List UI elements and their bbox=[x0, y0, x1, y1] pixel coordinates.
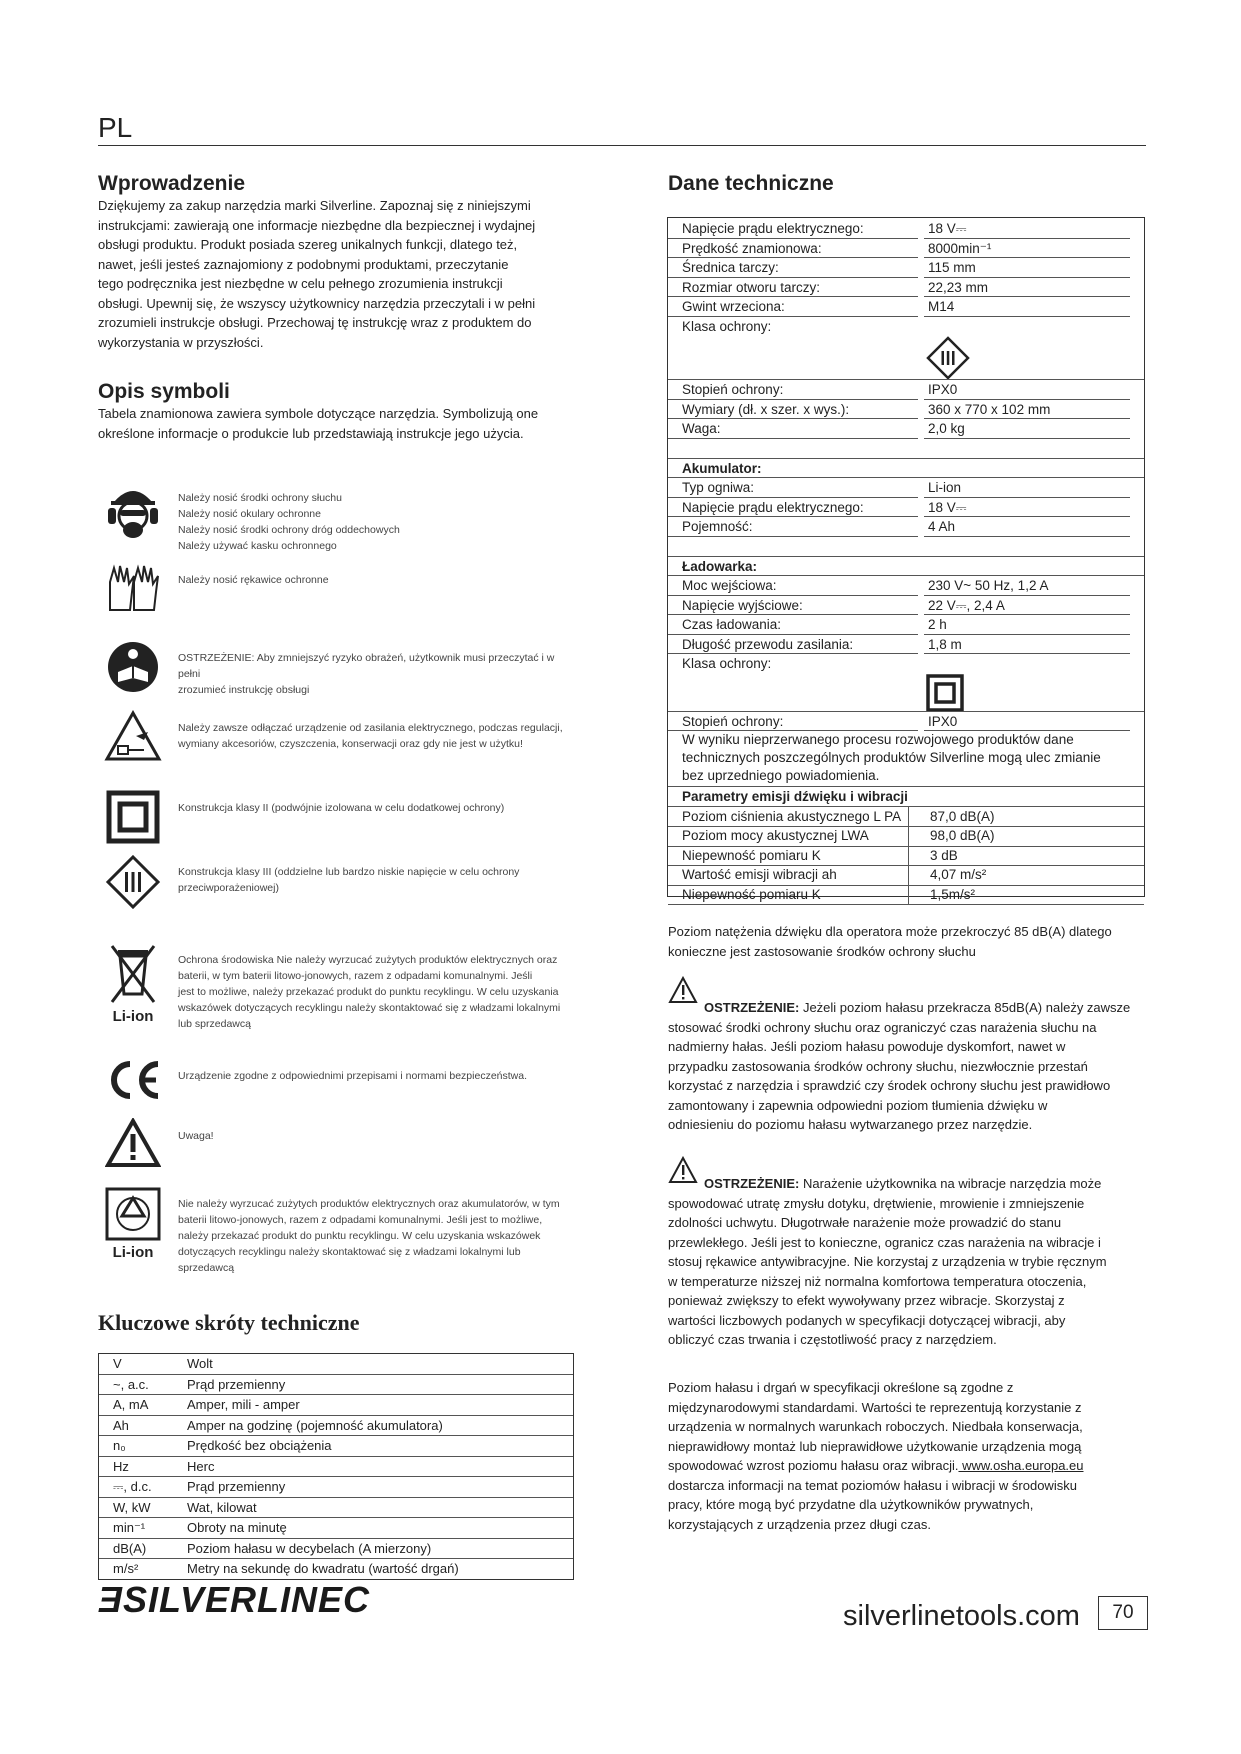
spec-label: Wartość emisji wibracji ah bbox=[682, 867, 837, 882]
symbol-row bbox=[104, 942, 578, 1032]
symbol-description: Konstrukcja klasy II (podwójnie izolowana w celu dodatkowej ochrony) bbox=[178, 802, 505, 814]
symbol-row bbox=[104, 640, 578, 698]
abbrev-value: Wolt bbox=[187, 1356, 213, 1372]
warning-line: w temperaturze niższej niż normalna komfortowa temperatura otoczenia, bbox=[668, 1273, 1087, 1289]
warning-label: OSTRZEŻENIE: bbox=[704, 1000, 800, 1015]
spec-row bbox=[668, 239, 1144, 259]
battery-recycle-icon bbox=[104, 1186, 162, 1261]
intro-line: Dziękujemy za zakup narzędzia marki Silverline. Zapoznaj się z niniejszymi bbox=[98, 198, 531, 213]
intro-text bbox=[98, 196, 578, 352]
warning-line: stosować środki ochrony słuchu oraz ograniczyć czas narażenia słuchu na bbox=[668, 1019, 1097, 1035]
spec-row bbox=[668, 596, 1144, 616]
class-iii-icon bbox=[104, 854, 162, 910]
abbrev-key: Hz bbox=[113, 1458, 129, 1474]
spec-row bbox=[668, 297, 1144, 317]
spec-value: 115 mm bbox=[928, 260, 976, 275]
spec-row bbox=[668, 635, 1144, 655]
symbol-row bbox=[104, 1118, 578, 1168]
spec-label: Gwint wrzeciona: bbox=[682, 299, 785, 314]
abbrev-key: min⁻¹ bbox=[113, 1519, 146, 1535]
warning-line: przewlekłego. Jeśli jest to konieczne, ogranicz czas narażenia na wibracje i bbox=[668, 1234, 1101, 1250]
abbrev-key: V bbox=[113, 1356, 122, 1372]
spec-label: Poziom mocy akustycznej LWA bbox=[682, 828, 869, 843]
abbrev-row bbox=[99, 1395, 573, 1416]
spec-label: Niepewność pomiaru K bbox=[682, 886, 821, 902]
spec-label: Typ ogniwa: bbox=[682, 480, 755, 495]
abbrev-row bbox=[99, 1457, 573, 1478]
spec-label: Czas ładowania: bbox=[682, 617, 782, 632]
symbol-description: OSTRZEŻENIE: Aby zmniejszyć ryzyko obrażeń, użytkownik musi przeczytać i w pełni zrozumieć instrukcję obsługi bbox=[178, 652, 555, 696]
standards-line: Poziom hałasu i drgań w specyfikacji określone są zgodne z bbox=[668, 1380, 1014, 1395]
spec-label: Wymiary (dł. x szer. x wys.): bbox=[682, 401, 850, 417]
spec-label: Napięcie prądu elektrycznego: bbox=[682, 499, 864, 515]
spec-value: 2 h bbox=[928, 617, 947, 632]
spec-label: Stopień ochrony: bbox=[682, 713, 784, 729]
warning-vibration bbox=[668, 1174, 1148, 1350]
spec-value: IPX0 bbox=[928, 382, 958, 397]
class-ii-icon bbox=[104, 790, 162, 844]
spec-label: Napięcie prądu elektrycznego: bbox=[682, 221, 864, 236]
ce-mark-icon bbox=[104, 1058, 162, 1102]
symbol-row bbox=[104, 710, 578, 762]
symbol-row bbox=[104, 790, 578, 844]
abbrev-key: A, mA bbox=[113, 1397, 149, 1413]
spec-row bbox=[668, 258, 1144, 278]
abbrev-value: Prąd przemienny bbox=[187, 1479, 286, 1495]
class-iii-icon bbox=[926, 336, 970, 385]
spec-row bbox=[668, 317, 1144, 337]
symbol-description: Konstrukcja klasy III (oddzielne lub bardzo niskie napięcie w celu ochrony przeciwporażeniowej) bbox=[178, 866, 520, 894]
spec-label: Rozmiar otworu tarczy: bbox=[682, 279, 821, 295]
noise-line: Poziom natężenia dźwięku dla operatora może przekroczyć 85 dB(A) dlatego bbox=[668, 924, 1112, 939]
abbrev-value: Herc bbox=[187, 1458, 215, 1474]
spec-value: 18 V⎓ bbox=[928, 499, 967, 515]
spec-value: 4,07 m/s² bbox=[930, 867, 987, 882]
warning-line: ponieważ zwiększy to efekt wywoływany przez wibracje. Skorzystaj z bbox=[668, 1293, 1065, 1308]
emission-row bbox=[668, 846, 1144, 867]
abbrev-value: Prędkość bez obciążenia bbox=[187, 1438, 332, 1454]
abbrev-key: Ah bbox=[113, 1417, 129, 1433]
warning-icon bbox=[104, 1118, 162, 1168]
warning-line: zdolności uchwytu. Długotrwałe narażenie może prowadzić do stanu bbox=[668, 1215, 1062, 1230]
standards-text bbox=[668, 1378, 1148, 1534]
gloves-icon bbox=[104, 562, 162, 612]
spec-value: Li-ion bbox=[928, 480, 962, 495]
warning-line: korzystać z narzędzia i sprawdzić czy środek ochrony słuchu jest prawidłowo bbox=[668, 1078, 1111, 1093]
standards-line: nieprawidłowy montaż lub nieprawidłowe użytkowanie urządzenia mogą bbox=[668, 1438, 1082, 1454]
spec-row bbox=[668, 498, 1144, 518]
spec-label: Moc wejściowa: bbox=[682, 578, 777, 593]
section-heading bbox=[668, 557, 1144, 577]
warning-line: odniesieniu do poziomu hałasu wytwarzanego przez narzędzie. bbox=[668, 1117, 1033, 1132]
abbrev-row bbox=[99, 1477, 573, 1498]
warning-noise bbox=[668, 998, 1148, 1135]
li-ion-label: Li-ion bbox=[112, 1008, 154, 1025]
symbol-description: Uwaga! bbox=[178, 1130, 214, 1142]
abbrev-key: m/s² bbox=[113, 1561, 139, 1577]
spec-value: 1,5m/s² bbox=[930, 886, 976, 902]
unplug-icon bbox=[104, 710, 162, 762]
tech-title: Dane techniczne bbox=[668, 172, 834, 195]
symbol-row bbox=[104, 480, 578, 554]
abbrev-row bbox=[99, 1498, 573, 1519]
intro-line: wykorzystania w przyszłości. bbox=[98, 334, 264, 350]
spec-row bbox=[668, 400, 1144, 420]
warning-line: stosuj rękawice antywibracyjne. Nie korzystaj z urządzenia w trybie ręcznym bbox=[668, 1254, 1107, 1269]
abbrev-value: Poziom hałasu w decybelach (A mierzony) bbox=[187, 1540, 432, 1556]
abbrev-row bbox=[99, 1375, 573, 1396]
spec-row bbox=[668, 615, 1144, 635]
page-number: 70 bbox=[1098, 1596, 1148, 1630]
spec-value: 4 Ah bbox=[928, 519, 956, 534]
intro-line: obsługi produktu. Produkt posiada szereg unikalnych funkcji, dlatego też, bbox=[98, 237, 518, 252]
standards-line: urządzenia w normalnych warunkach roboczych. Niedbała konserwacja, bbox=[668, 1419, 1083, 1434]
spec-row bbox=[668, 478, 1144, 498]
spec-row bbox=[668, 576, 1144, 596]
abbrev-key: dB(A) bbox=[113, 1540, 147, 1556]
spec-label: Niepewność pomiaru K bbox=[682, 847, 821, 863]
intro-line: instrukcjami: zawierają one informacje niezbędne dla bezpiecznej i wydajnej bbox=[98, 217, 536, 233]
abbrev-row bbox=[99, 1518, 573, 1539]
emission-row bbox=[668, 865, 1144, 886]
spec-row bbox=[668, 654, 1144, 674]
noise-note bbox=[668, 922, 1148, 961]
abbrev-key: ⎓, d.c. bbox=[113, 1478, 152, 1494]
standards-line: dostarcza informacji na temat poziomów hałasu i wibracji w środowisku bbox=[668, 1477, 1077, 1493]
symbol-description: Należy nosić rękawice ochronne bbox=[178, 574, 329, 586]
spec-value: M14 bbox=[928, 299, 955, 314]
spec-label: Poziom ciśnienia akustycznego L PA bbox=[682, 808, 902, 824]
spec-label: Klasa ochrony: bbox=[682, 318, 772, 334]
spec-value: 18 V⎓ bbox=[928, 221, 967, 236]
intro-line: nawet, jeśli jesteś zaznajomiony z podobnymi produktami, przeczytanie bbox=[98, 256, 509, 272]
abbrev-title: Kluczowe skróty techniczne bbox=[98, 1310, 360, 1335]
warning-first: Narażenie użytkownika na wibracje narzędzia może bbox=[799, 1176, 1102, 1191]
warning-line: obliczyć czas trwania i częstotliwość pracy z narzędziem. bbox=[668, 1332, 997, 1347]
spec-label: Długość przewodu zasilania: bbox=[682, 636, 854, 652]
spec-value: 87,0 dB(A) bbox=[930, 808, 995, 824]
emission-row bbox=[668, 885, 1144, 906]
abbrev-value: Prąd przemienny bbox=[187, 1376, 286, 1392]
abbrev-row bbox=[99, 1559, 573, 1579]
symbols-line: określone informacje o produkcie lub przedstawiają instrukcje jego użycia. bbox=[98, 425, 524, 441]
abbrev-row bbox=[99, 1539, 573, 1560]
spec-value: 360 x 770 x 102 mm bbox=[928, 401, 1051, 417]
spec-label: Klasa ochrony: bbox=[682, 656, 772, 671]
abbrev-value: Obroty na minutę bbox=[187, 1520, 287, 1536]
spec-row bbox=[668, 517, 1144, 537]
spec-value: 1,8 m bbox=[928, 636, 962, 652]
spec-label: Napięcie wyjściowe: bbox=[682, 597, 803, 613]
warning-line: przypadku zastosowania środków ochrony słuchu, niezwłocznie przestań bbox=[668, 1058, 1088, 1074]
tech-table bbox=[667, 217, 1145, 902]
symbol-description: Urządzenie zgodne z odpowiednimi przepisami i normami bezpieczeństwa. bbox=[178, 1070, 528, 1082]
abbrev-value: Amper na godzinę (pojemność akumulatora) bbox=[187, 1417, 443, 1433]
silverline-logo bbox=[98, 1580, 398, 1620]
intro-title: Wprowadzenie bbox=[98, 172, 246, 195]
read-manual-icon bbox=[104, 640, 162, 694]
intro-line: obsługi. Upewnij się, że wszyscy użytkownicy narzędzia przeczytali i w pełni bbox=[98, 295, 536, 311]
symbol-row bbox=[104, 562, 578, 612]
spec-value: 3 dB bbox=[930, 847, 958, 863]
standards-line: korzystających z urządzenia przez długi czas. bbox=[668, 1516, 932, 1532]
spec-label: Średnica tarczy: bbox=[682, 260, 779, 275]
abbrev-key: ~, a.c. bbox=[113, 1376, 149, 1392]
header-rule bbox=[98, 145, 1146, 146]
emission-row bbox=[668, 807, 1144, 828]
intro-line: tego podręcznika jest niezbędne w celu pełnego zrozumienia instrukcji bbox=[98, 276, 503, 291]
ppe-icon bbox=[104, 480, 162, 544]
spec-label: Ładowarka: bbox=[682, 558, 758, 574]
spec-label: Parametry emisji dźwięku i wibracji bbox=[682, 789, 908, 804]
spec-value: 230 V~ 50 Hz, 1,2 A bbox=[928, 578, 1049, 593]
website: silverlinetools.com bbox=[843, 1600, 1080, 1632]
symbol-row bbox=[104, 1058, 578, 1102]
abbrev-value: Amper, mili - amper bbox=[187, 1397, 300, 1413]
symbol-row bbox=[104, 854, 578, 910]
spec-notice: W wyniku nieprzerwanego procesu rozwojowego produktów dane technicznych poszczególnych produktów Silverline mogą ulec zmianie bez uprzedniego powiadomienia. bbox=[682, 732, 1101, 783]
spec-row bbox=[668, 380, 1144, 400]
abbrev-key: n₀ bbox=[113, 1438, 126, 1454]
spec-value: 22 V⎓, 2,4 A bbox=[928, 597, 1005, 613]
abbrev-row bbox=[99, 1436, 573, 1457]
weee-li-ion-icon bbox=[104, 942, 162, 1025]
spec-label: Waga: bbox=[682, 421, 721, 436]
symbol-description: Należy zawsze odłączać urządzenie od zasilania elektrycznego, podczas regulacji, wymiany akcesoriów, czyszczenia, konserwacji oraz gdy nie jest w użytku! bbox=[178, 722, 563, 750]
spec-row bbox=[668, 419, 1144, 439]
section-heading bbox=[668, 787, 1144, 807]
symbol-description: Nie należy wyrzucać zużytych produktów elektrycznych oraz akumulatorów, w tym baterii litowo-jonowych, razem z odpadami komunalnymi. Jeśli jest to możliwe, należy przekazać produkt do punktu recyklingu. W celu uzyskania wskazówek dotyczących recyklingu należy skontaktować się z władzami lokalnymi lub sprzedawcą bbox=[178, 1198, 560, 1274]
spec-value: IPX0 bbox=[928, 713, 958, 729]
warning-first: Jeżeli poziom hałasu przekracza 85dB(A) należy zawsze bbox=[799, 1000, 1131, 1015]
intro-line: zrozumieli instrukcje obsługi. Przechowaj tę instrukcję wraz z produktem do bbox=[98, 315, 532, 330]
noise-line: konieczne jest zastosowanie środków ochrony słuchu bbox=[668, 943, 976, 959]
warning-label: OSTRZEŻENIE: bbox=[704, 1176, 800, 1191]
warning-line: nadmierny hałas. Jeśli poziom hałasu powoduje dyskomfort, nawet w bbox=[668, 1039, 1066, 1054]
symbols-text bbox=[98, 404, 578, 443]
abbrev-value: Metry na sekundę do kwadratu (wartość drgań) bbox=[187, 1561, 459, 1577]
symbol-row bbox=[104, 1186, 578, 1276]
abbrev-value: Wat, kilowat bbox=[187, 1499, 257, 1515]
spec-row bbox=[668, 219, 1144, 239]
standards-line: pracy, które mogą być przydatne dla użytkowników prywatnych, bbox=[668, 1497, 1034, 1512]
spec-row bbox=[668, 712, 1144, 732]
svg-text:ƎSILVERLINEC: ƎSILVERLINEC bbox=[98, 1580, 371, 1620]
spec-label: Stopień ochrony: bbox=[682, 382, 784, 397]
spec-value: 2,0 kg bbox=[928, 421, 965, 436]
li-ion-label: Li-ion bbox=[112, 1244, 154, 1261]
abbrev-table bbox=[98, 1353, 574, 1580]
symbol-description: Ochrona środowiska Nie należy wyrzucać zużytych produktów elektrycznych oraz baterii, w tym baterii litowo-jonowych, razem z odpadami komunalnymi. Jeśli jest to możliwe, należy przekazać produkt do punktu recyklingu. W celu uzyskania wskazówek dotyczących recyklingu należy skontaktować się z władzami lokalnymi lub sprzedawcą bbox=[178, 954, 561, 1030]
symbols-line: Tabela znamionowa zawiera symbole dotyczące narzędzia. Symbolizują one bbox=[98, 406, 539, 421]
abbrev-key: W, kW bbox=[113, 1499, 151, 1515]
spec-label: Prędkość znamionowa: bbox=[682, 240, 822, 256]
abbrev-row bbox=[99, 1416, 573, 1437]
standards-line: międzynarodowymi standardami. Wartości te reprezentują korzystanie z bbox=[668, 1399, 1082, 1415]
warning-line: wartości liczbowych podanych w specyfikacji dotyczącej wibracji, aby bbox=[668, 1312, 1066, 1328]
spec-label: Akumulator: bbox=[682, 460, 762, 476]
osha-link[interactable]: www.osha.europa.eu bbox=[958, 1458, 1084, 1473]
abbrev-row bbox=[99, 1354, 573, 1375]
emission-row bbox=[668, 826, 1144, 847]
section-heading bbox=[668, 459, 1144, 479]
symbols-title: Opis symboli bbox=[98, 380, 230, 403]
spec-value: 98,0 dB(A) bbox=[930, 828, 995, 843]
spec-label: Pojemność: bbox=[682, 519, 753, 534]
warning-line: zamontowany i zapewnia odpowiedni poziom tłumienia dźwięku w bbox=[668, 1097, 1048, 1113]
warning-line: spowodować utratę zmysłu dotyku, drętwienie, mrowienie i zmniejszenie bbox=[668, 1195, 1085, 1211]
spec-row bbox=[668, 278, 1144, 298]
symbol-description: Należy nosić środki ochrony słuchu Należy nosić okulary ochronne Należy nosić środki ochrony dróg oddechowych Należy używać kasku ochronnego bbox=[178, 492, 400, 552]
standards-link-prefix: spowodować wzrost poziomu hałasu oraz wibracji. bbox=[668, 1458, 959, 1473]
spec-value: 8000min⁻¹ bbox=[928, 240, 992, 256]
language-code: PL bbox=[98, 112, 133, 143]
spec-value: 22,23 mm bbox=[928, 279, 989, 295]
